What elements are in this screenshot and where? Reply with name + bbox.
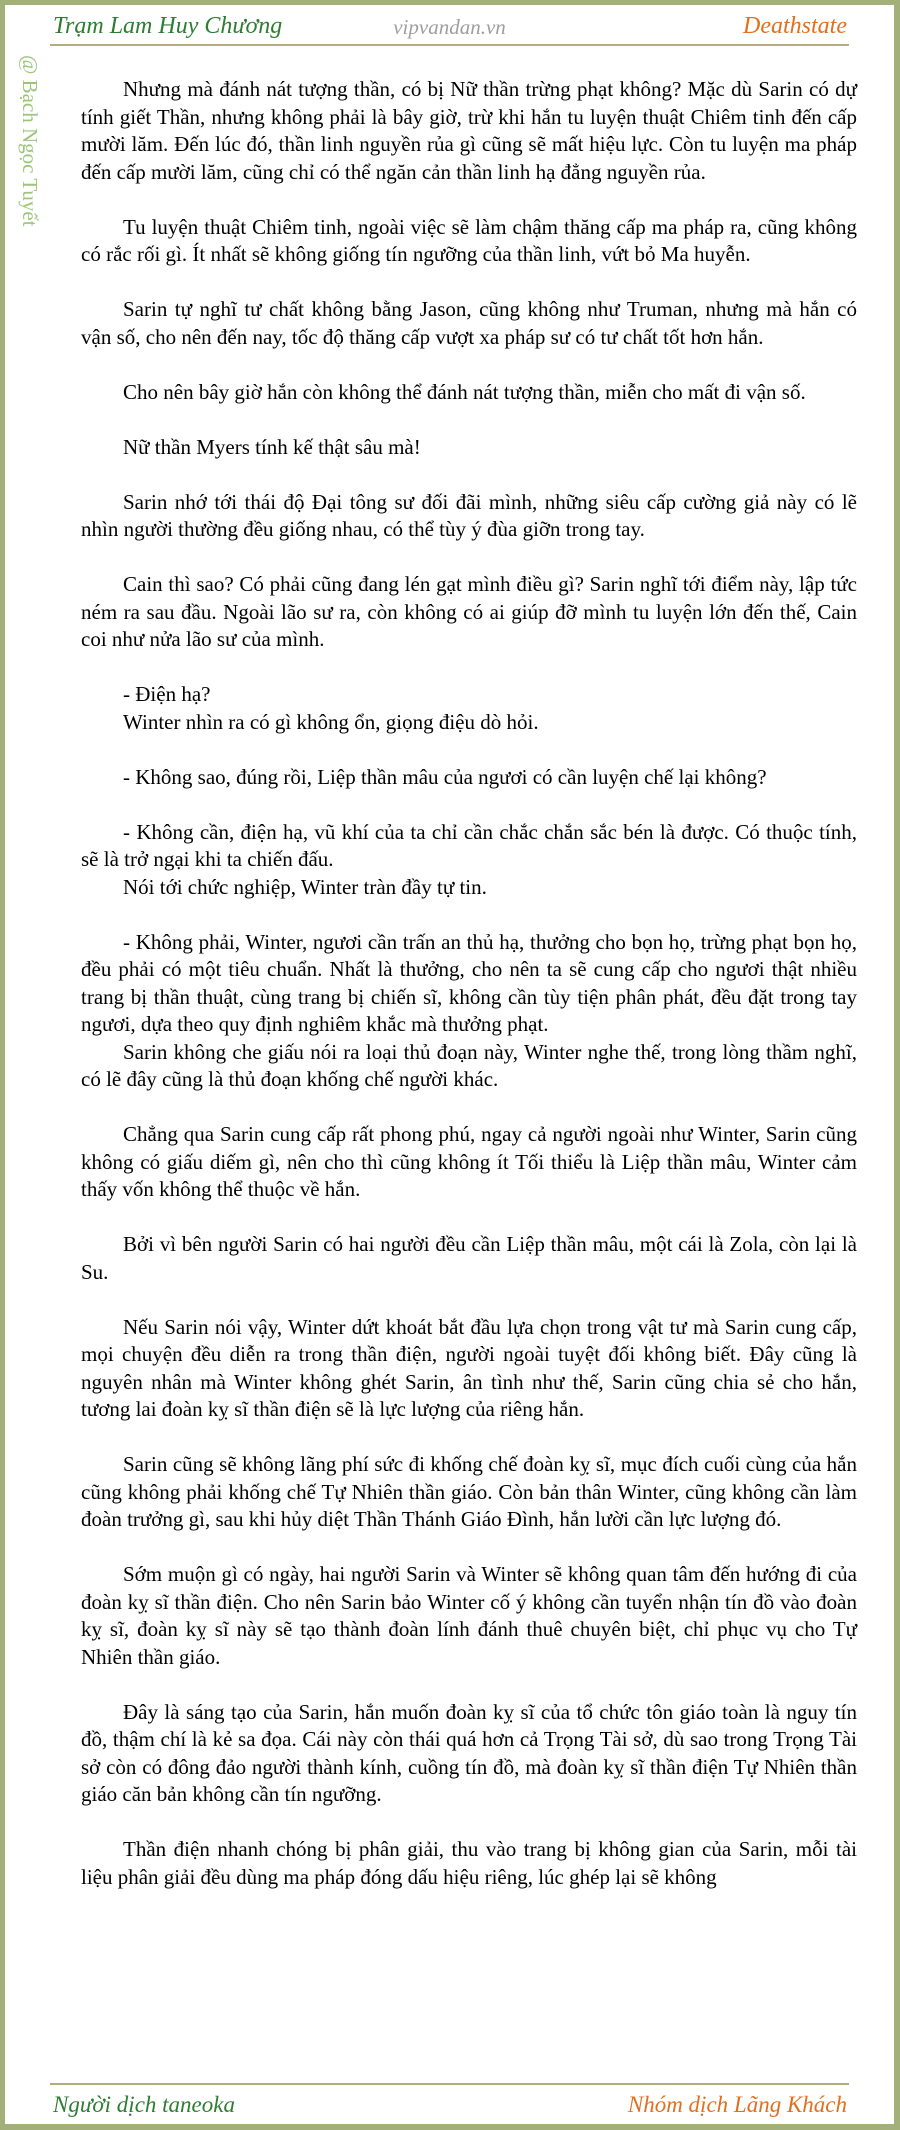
paragraph: Sarin cũng sẽ không lãng phí sức đi khống chế đoàn kỵ sĩ, mục đích cuối cùng của hắn cũng không phải khống chế Tự Nhiên thần giáo. Còn bản thân Winter, cũng không cần làm đoàn trưởng gì, sau khi hủy diệt Thần Thánh Giáo Đình, hắn lười cần lực lượng đó. — [81, 1452, 857, 1531]
paragraph: Sarin tự nghĩ tư chất không bằng Jason, cũng không như Truman, nhưng mà hắn có vận số, cho nên đến nay, tốc độ thăng cấp vượt xa pháp sư có tư chất tốt hơn hắn. — [81, 297, 857, 349]
translator-credit: Người dịch taneoka — [53, 2092, 235, 2117]
paragraph: Nếu Sarin nói vậy, Winter dứt khoát bắt đầu lựa chọn trong vật tư mà Sarin cung cấp, mọi chuyện đều diễn ra trong thần điện, người ngoài tuyệt đối không biết. Đây cũng là nguyên nhân mà Winter không ghét Sarin, ân tình như thế, Sarin cũng chia sẻ cho hắn, tương lai đoàn kỵ sĩ thần điện sẽ là lực lượng của riêng hắn. — [81, 1314, 857, 1421]
page-header — [5, 5, 894, 43]
paragraph: Cain thì sao? Có phải cũng đang lén gạt mình điều gì? Sarin nghĩ tới điểm này, lập tức ném ra sau đầu. Ngoài lão sư ra, còn không có ai giúp đỡ mình tu luyện lớn đến thế, Cain coi như nửa lão sư của mình. — [81, 572, 857, 651]
paragraph: Thần điện nhanh chóng bị phân giải, thu vào trang bị không gian của Sarin, mỗi tài liệu phân giải đều dùng ma pháp đóng dấu hiệu riêng, lúc ghép lại sẽ không — [81, 1837, 857, 1889]
paragraph: Sarin nhớ tới thái độ Đại tông sư đối đãi mình, những siêu cấp cường giả này có lẽ nhìn người thường đều giống nhau, có thể tùy ý đùa giỡn trong tay. — [81, 489, 857, 541]
dialogue-line: - Không phải, Winter, ngươi cần trấn an thủ hạ, thưởng cho bọn họ, trừng phạt bọn họ, đều phải có một tiêu chuẩn. Nhất là thưởng, cho nên ta sẽ cung cấp cho ngươi thật nhiều trang bị thần thuật, cùng trang bị chiến sĩ, không cần tùy tiện phân phát, đều đặt trong tay ngươi, dựa theo quy định nghiêm khắc mà thưởng phạt. — [81, 929, 857, 1036]
paragraph: Nói tới chức nghiệp, Winter tràn đầy tự tin. — [123, 874, 487, 899]
site-name: Trạm Lam Huy Chương — [53, 13, 283, 39]
footer-divider — [50, 2083, 849, 2085]
paragraph: Tu luyện thuật Chiêm tinh, ngoài việc sẽ làm chậm thăng cấp ma pháp ra, cũng không có rắc rối gì. Ít nhất sẽ không giống tín ngưỡng của thần linh, vứt bỏ Ma huyễn. — [81, 214, 857, 266]
page — [5, 5, 894, 2124]
watermark-text: @ Bạch Ngọc Tuyết — [18, 55, 42, 227]
paragraph: Đây là sáng tạo của Sarin, hắn muốn đoàn kỵ sĩ của tổ chức tôn giáo toàn là nguy tín đồ, thậm chí là kẻ sa đọa. Cái này còn thái quá hơn cả Trọng Tài sở, dù sao trong Trọng Tài sở còn có đông đảo người thành kính, cuồng tín đồ, mà đoàn kỵ sĩ thần điện Tự Nhiên thần giáo căn bản không cần tín ngưỡng. — [81, 1699, 857, 1806]
dialogue-line: - Điện hạ? — [123, 682, 211, 706]
site-url: vipvandan.vn — [393, 15, 506, 39]
paragraph: Sớm muộn gì có ngày, hai người Sarin và Winter sẽ không quan tâm đến hướng đi của đoàn kỵ sĩ thần điện. Cho nên Sarin bảo Winter cố ý không cần tuyển nhận tín đồ vào đoàn kỵ sĩ, đoàn kỵ sĩ này sẽ tạo thành đoàn lính đánh thuê chuyên biệt, chỉ phục vụ cho Tự Nhiên thần giáo. — [81, 1562, 857, 1669]
side-watermark — [13, 55, 43, 265]
paragraph: Bởi vì bên người Sarin có hai người đều cần Liệp thần mâu, một cái là Zola, còn lại là Su. — [81, 1232, 857, 1284]
paragraph: Cho nên bây giờ hắn còn không thể đánh nát tượng thần, miễn cho mất đi vận số. — [123, 379, 806, 404]
dialogue-line: - Không sao, đúng rồi, Liệp thần mâu của ngươi có cần luyện chế lại không? — [123, 764, 767, 789]
chapter-body — [81, 76, 857, 1919]
dialogue-line: - Không cần, điện hạ, vũ khí của ta chỉ cần chắc chắn sắc bén là được. Có thuộc tính, sẽ là trở ngại khi ta chiến đấu. — [81, 819, 857, 871]
group-credit: Nhóm dịch Lãng Khách — [627, 2092, 847, 2117]
paragraph: Sarin không che giấu nói ra loại thủ đoạn này, Winter nghe thế, trong lòng thầm nghĩ, có lẽ đây cũng là thủ đoạn khống chế người khác. — [81, 1039, 857, 1091]
paragraph: Chẳng qua Sarin cung cấp rất phong phú, ngay cả người ngoài như Winter, Sarin cũng không có giấu diếm gì, nên cho thì cũng không ít Tối thiểu là Liệp thần mâu, Winter cảm thấy vốn không thể thuộc về hắn. — [81, 1122, 857, 1201]
paragraph: Nhưng mà đánh nát tượng thần, có bị Nữ thần trừng phạt không? Mặc dù Sarin có dự tính giết Thần, nhưng không phải là bây giờ, trừ khi hắn tu luyện thuật Chiêm tinh đến cấp mười lăm. Đến lúc đó, thần linh nguyền rủa gì cũng sẽ mất hiệu lực. Còn tu luyện ma pháp đến cấp mười lăm, cũng chỉ có thể ngăn cản thần linh hạ đẳng nguyền rủa. — [81, 77, 857, 184]
book-title: Deathstate — [743, 13, 847, 39]
paragraph: Winter nhìn ra có gì không ổn, giọng điệu dò hỏi. — [123, 709, 539, 734]
paragraph: Nữ thần Myers tính kế thật sâu mà! — [123, 434, 421, 459]
header-divider — [50, 44, 849, 46]
